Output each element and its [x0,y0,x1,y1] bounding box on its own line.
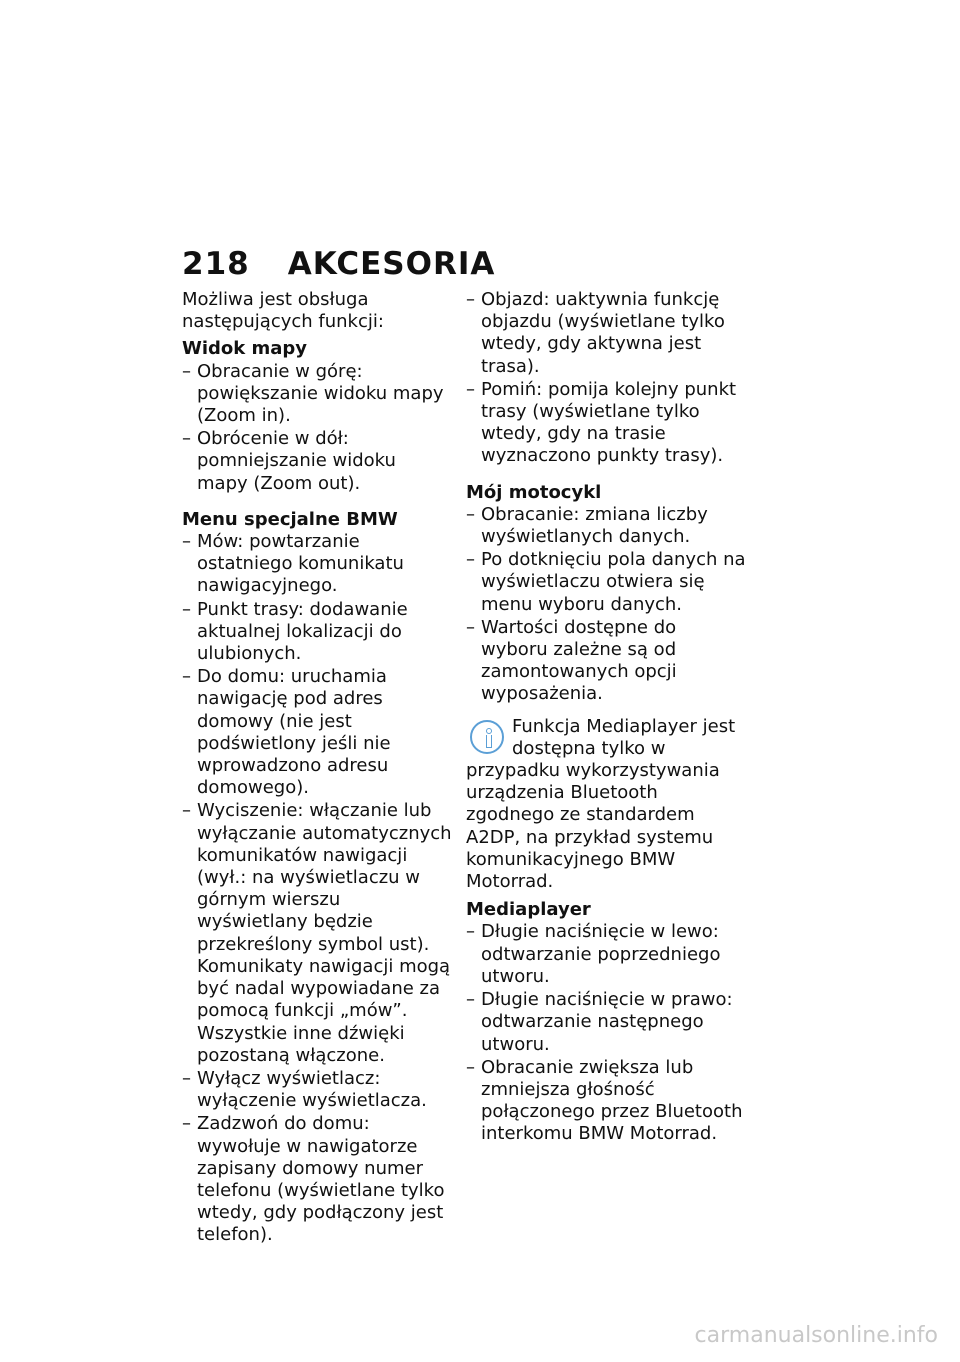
info-note [466,716,746,894]
list-item: – Pomiń: pomija kolejny punkt trasy (wyświetlane tylko wtedy, gdy na trasie wyznaczono punkty trasy). [466,379,746,468]
mediaplayer-list [466,921,746,1145]
info-icon [470,720,504,754]
list-item: – Wyłącz wyświetlacz: wyłączenie wyświetlacza. [182,1068,452,1112]
info-note-text: Funkcja Mediaplayer jest dostępna tylko w przypadku wykorzystywania urządzenia Bluetooth zgodnego ze standardem A2DP, na przykład systemu komunikacyjnego BMW Motorrad. [466,715,736,893]
page-number: 218 [182,246,250,282]
list-item: – Obracanie w górę: powiększanie widoku mapy (Zoom in). [182,361,452,428]
section-heading-my-motorcycle: Mój motocykl [466,481,602,503]
watermark: carmanualsonline.info [694,1323,938,1348]
list-item: – Po dotknięciu pola danych na wyświetlaczu otwiera się menu wyboru danych. [466,549,746,616]
map-view-list [182,361,452,495]
right-column [466,289,746,1150]
list-item: – Mów: powtarzanie ostatniego komunikatu nawigacyjnego. [182,531,452,598]
special-menu-list-continued [466,289,746,468]
list-item: – Zadzwoń do domu: wywołuje w nawigatorze zapisany domowy numer telefonu (wyświetlane tylko wtedy, gdy podłączony jest telefon). [182,1113,452,1246]
list-item: – Objazd: uaktywnia funkcję objazdu (wyświetlane tylko wtedy, gdy aktywna jest trasa). [466,289,746,378]
list-item: – Wyciszenie: włączanie lub wyłączanie automatycznych komunikatów nawigacji (wył.: na wyświetlaczu w górnym wierszu wyświetlany będzie przekreślony symbol ust). Komunikaty nawigacji mogą być nadal wypowiadane za pomocą funkcji „mów”. Wszystkie inne dźwięki pozostaną włączone. [182,800,452,1066]
list-item: – Do domu: uruchamia nawigację pod adres domowy (nie jest podświetlony jeśli nie wprowadzono adresu domowego). [182,666,452,799]
intro-text: Możliwa jest obsługa następujących funkcji: [182,289,384,333]
list-item: – Obrócenie w dół: pomniejszanie widoku mapy (Zoom out). [182,428,452,495]
list-item: – Długie naciśnięcie w prawo: odtwarzanie następnego utworu. [466,989,746,1056]
list-item: – Wartości dostępne do wyboru zależne są od zamontowanych opcji wyposażenia. [466,617,746,706]
section-heading-map-view: Widok mapy [182,338,308,360]
list-item: – Obracanie: zmiana liczby wyświetlanych danych. [466,504,746,548]
left-column [182,289,452,1251]
special-menu-list [182,531,452,1247]
page-title: AKCESORIA [287,246,496,282]
page-header [182,246,495,282]
list-item: – Obracanie zwiększa lub zmniejsza głośność połączonego przez Bluetooth interkomu BMW Motorrad. [466,1057,746,1146]
section-heading-special-menu: Menu specjalne BMW [182,508,398,530]
list-item: – Długie naciśnięcie w lewo: odtwarzanie poprzedniego utworu. [466,921,746,988]
my-motorcycle-list [466,504,746,706]
section-heading-mediaplayer: Mediaplayer [466,899,591,921]
list-item: – Punkt trasy: dodawanie aktualnej lokalizacji do ulubionych. [182,599,452,666]
